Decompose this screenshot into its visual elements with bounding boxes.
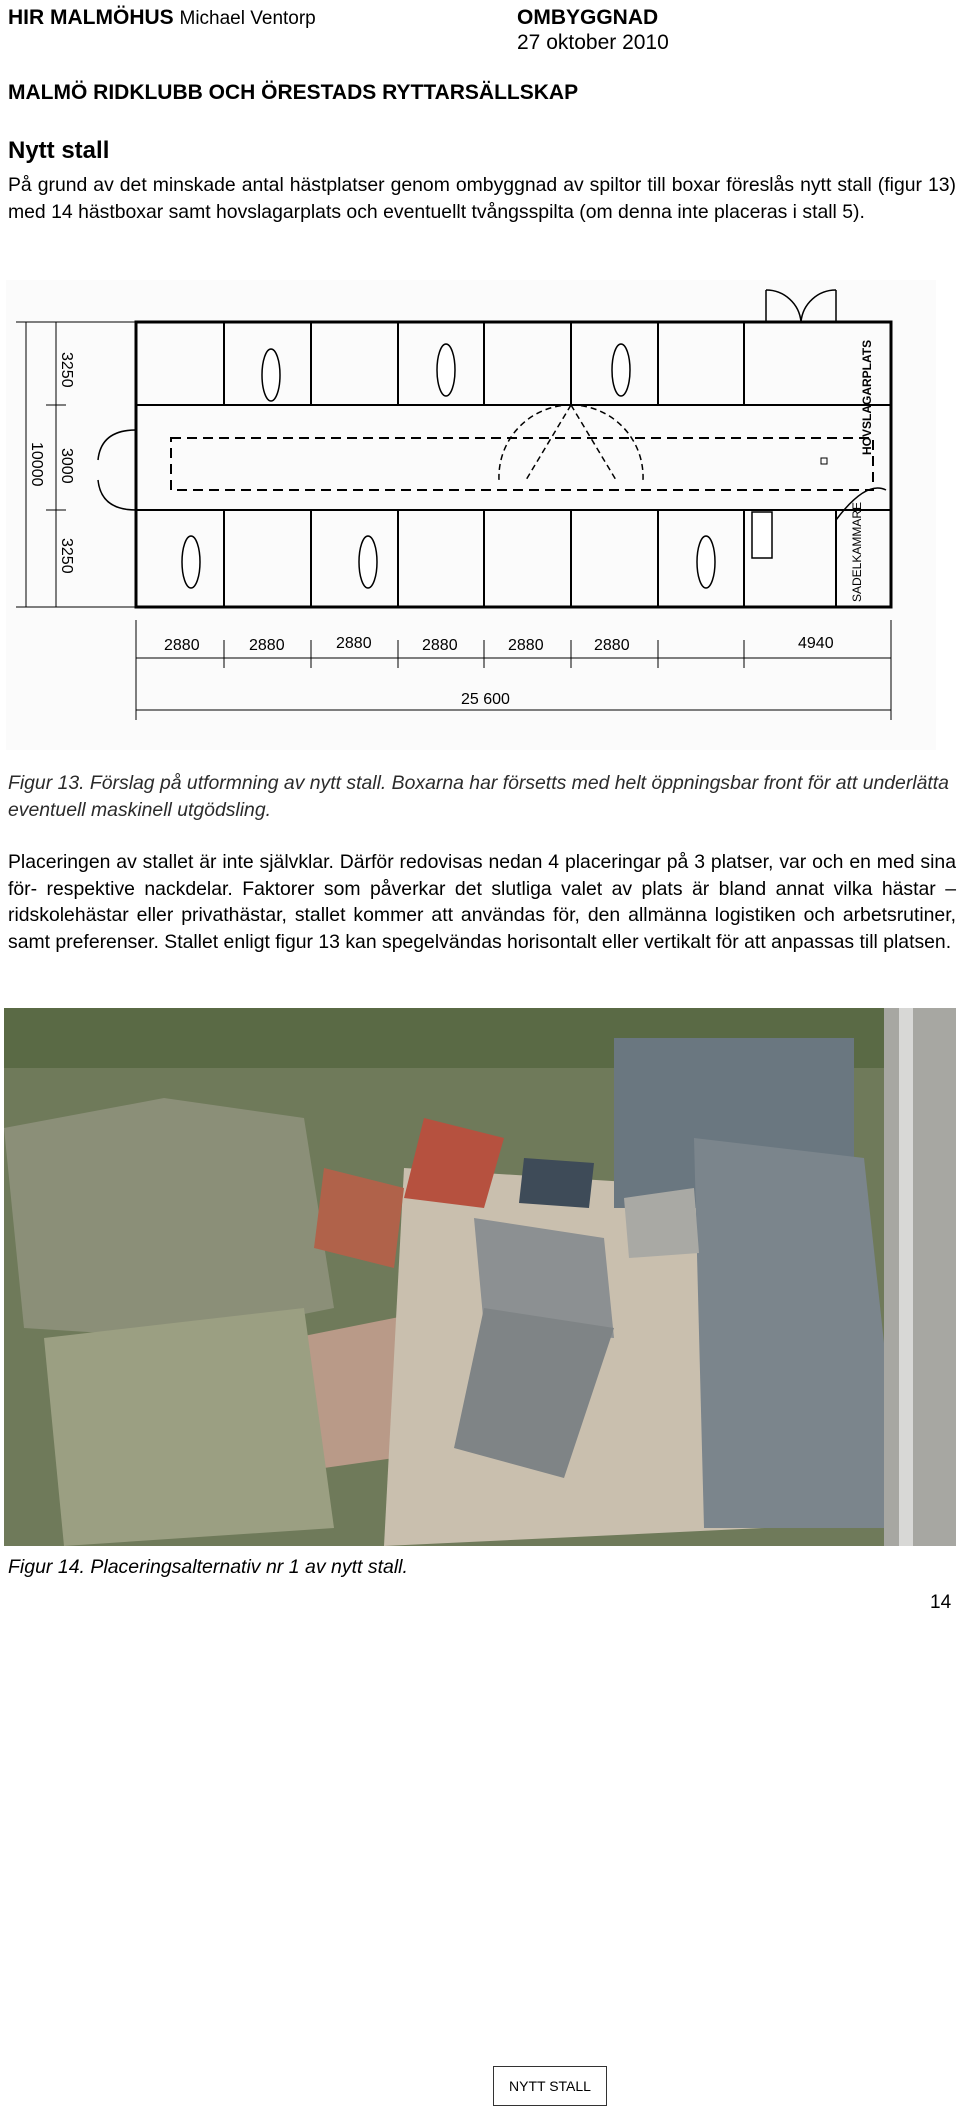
- header-organization: [8, 6, 316, 30]
- figure-13-caption: Figur 13. Förslag på utformning av nytt stall. Boxarna har försetts med helt öppningsbar front för att underlätta eventuell maskinell utgödsling.: [8, 772, 949, 821]
- intro-paragraph: På grund av det minskade antal hästplatser genom ombyggnad av spiltor till boxar föreslås nytt stall (figur 13) med 14 hästboxar samt hovslagarplats och eventuellt tvångsspilta (om denna inte placeras i stall 5).: [8, 174, 956, 223]
- section-title: Nytt stall: [8, 137, 110, 164]
- header-date: 27 oktober 2010: [517, 31, 669, 54]
- header-document-title: OMBYGGNAD: [517, 6, 659, 29]
- placement-paragraph: Placeringen av stallet är inte självklar. Därför redovisas nedan 4 placeringar på 3 platser, var och en med sina för- respektive nackdelar. Faktorer som påverkar det slutliga valet av plats är bland annat vilka hästar – ridskolehästar eller privathästar, stallet kommer att användas för, den allmänna logistiken och arbetsrutiner, samt preferenser. Stallet enligt figur 13 kan spegelvändas horisontalt eller vertikalt för att anpassas till platsen.: [8, 851, 956, 953]
- dim-bottom-1: 2880: [164, 637, 200, 654]
- header-subtitle: MALMÖ RIDKLUBB OCH ÖRESTADS RYTTARSÄLLSKAP: [8, 81, 579, 104]
- dim-bottom-2: 2880: [249, 637, 285, 654]
- dim-left-1: 3250: [58, 352, 75, 388]
- dim-bottom-7: 4940: [798, 635, 834, 652]
- dim-total-depth: 10000: [28, 442, 45, 487]
- label-hovslagarplats: HOVSLAGARPLATS: [860, 339, 874, 455]
- dim-bottom-5: 2880: [508, 637, 544, 654]
- figure-14-caption: Figur 14. Placeringsalternativ nr 1 av nytt stall.: [8, 1556, 408, 1578]
- header-org-name: HIR MALMÖHUS: [8, 6, 174, 29]
- dim-bottom-4: 2880: [422, 637, 458, 654]
- dim-bottom-6: 2880: [594, 637, 630, 654]
- stable-floor-plan: [6, 280, 936, 750]
- dim-left-2: 3000: [58, 448, 75, 484]
- page-number: 14: [930, 1592, 952, 1613]
- dim-bottom-3: 2880: [336, 635, 372, 652]
- dim-total-width: 25 600: [461, 691, 510, 708]
- label-sadelkammare: SADELKAMMARE: [850, 501, 864, 602]
- aerial-photo-graphic: [4, 1008, 956, 1546]
- new-stable-label: NYTT STALL: [493, 2066, 607, 2106]
- header-author: Michael Ventorp: [179, 8, 316, 29]
- dim-left-3: 3250: [58, 538, 75, 574]
